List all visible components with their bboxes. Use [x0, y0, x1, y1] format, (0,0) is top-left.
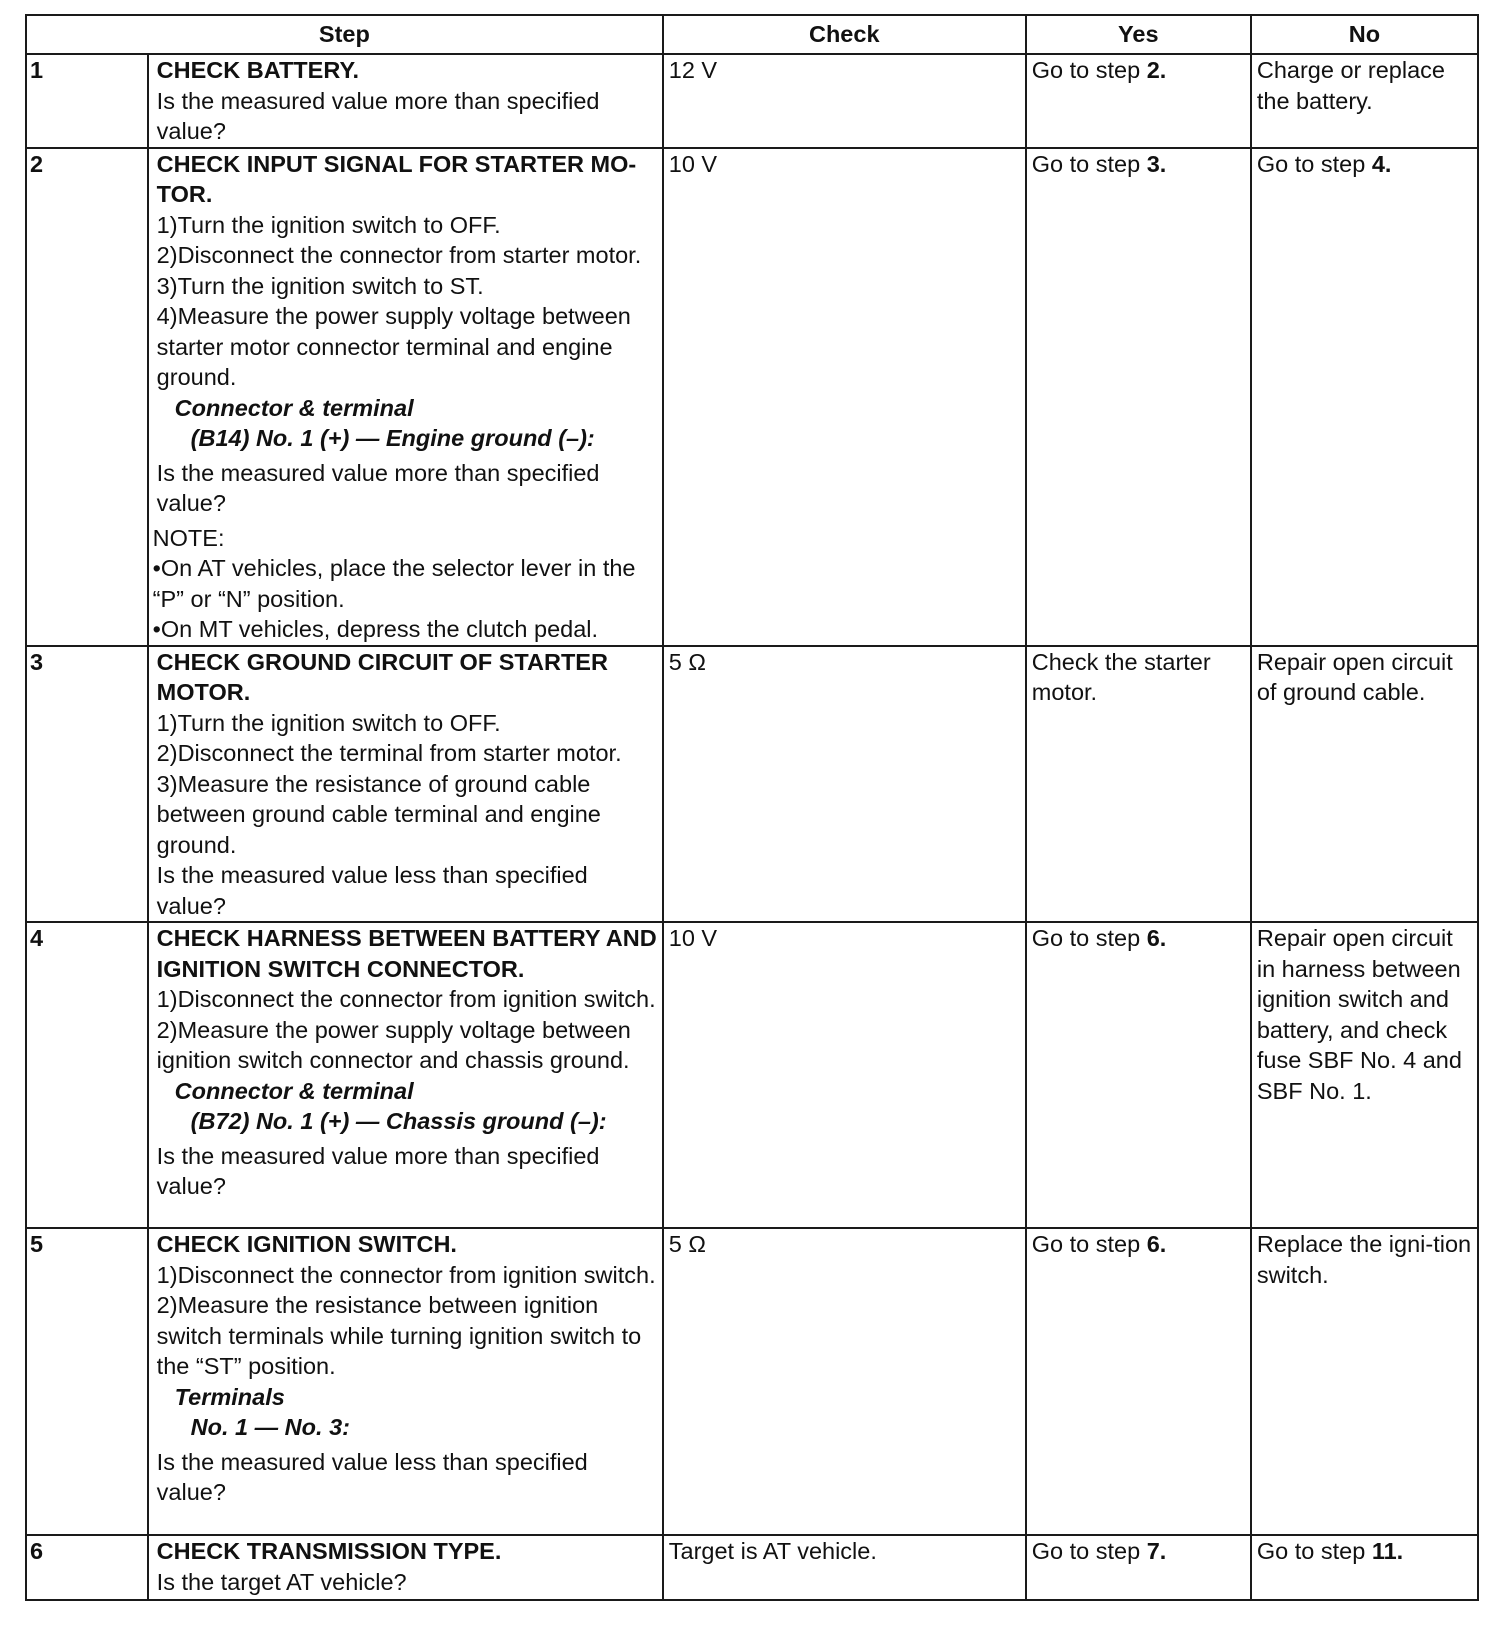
- spec-label: Connector & terminal: [174, 1077, 414, 1104]
- yes-prefix: Go to step: [1031, 925, 1141, 951]
- no-prefix: Go to step: [1256, 150, 1366, 177]
- instruction: 2)Measure the resistance between ignition switch terminals while turning ignition switch to the “ST” position.: [156, 1292, 642, 1379]
- instruction: 4)Measure the power supply voltage between starter motor connector terminal and engine ground.: [156, 303, 631, 390]
- instruction: 2)Disconnect the terminal from starter motor.: [156, 740, 622, 766]
- step-question: Is the measured value more than specified value?: [156, 459, 600, 516]
- no-target: 4.: [1371, 150, 1392, 177]
- step-description: [148, 922, 663, 1228]
- header-check: Check: [663, 15, 1026, 54]
- spec-value: No. 1 — No. 3:: [190, 1414, 350, 1440]
- no-action: Repair open circuit of ground cable.: [1251, 646, 1478, 923]
- step-number: 3: [26, 646, 148, 923]
- step-title: CHECK INPUT SIGNAL FOR STARTER MO-TOR.: [156, 150, 637, 207]
- yes-target: 3.: [1146, 150, 1167, 177]
- step-number: 2: [26, 148, 148, 646]
- no-action: [1251, 148, 1478, 646]
- spec-value: (B72) No. 1 (+) — Chassis ground (–):: [190, 1108, 607, 1134]
- step-title: CHECK TRANSMISSION TYPE.: [156, 1538, 502, 1564]
- table-row: [26, 54, 1478, 148]
- table-row: [26, 1535, 1478, 1600]
- header-step: Step: [26, 15, 663, 54]
- no-target: 11.: [1371, 1538, 1404, 1564]
- step-description: [148, 148, 663, 646]
- yes-target: 2.: [1146, 57, 1167, 83]
- step-question: Is the measured value more than specified value?: [156, 1142, 600, 1199]
- yes-target: 7.: [1146, 1538, 1167, 1564]
- spec-value: (B14) No. 1 (+) — Engine ground (–):: [190, 425, 595, 451]
- check-value: 5 Ω: [663, 1228, 1026, 1535]
- yes-prefix: Go to step: [1031, 1231, 1141, 1257]
- yes-action: Check the starter motor.: [1026, 646, 1251, 923]
- header-yes: Yes: [1026, 15, 1251, 54]
- note-item: •On MT vehicles, depress the clutch pedal.: [152, 616, 599, 642]
- step-number: 1: [26, 54, 148, 148]
- step-number: 6: [26, 1535, 148, 1600]
- note-item: •On AT vehicles, place the selector lever in the “P” or “N” position.: [152, 555, 636, 612]
- no-action: Repair open circuit in harness between ignition switch and battery, and check fuse SBF No. 4 and SBF No. 1.: [1251, 922, 1478, 1228]
- header-no: No: [1251, 15, 1478, 54]
- yes-target: 6.: [1146, 1231, 1167, 1257]
- step-question: Is the measured value more than specified value?: [156, 87, 600, 144]
- no-action: Replace the igni-tion switch.: [1251, 1228, 1478, 1535]
- yes-action: [1026, 1535, 1251, 1600]
- header-row: [26, 15, 1478, 54]
- step-title: CHECK IGNITION SWITCH.: [156, 1231, 457, 1257]
- no-prefix: Go to step: [1256, 1538, 1366, 1564]
- yes-prefix: Go to step: [1031, 1538, 1141, 1564]
- spec-label: Terminals: [174, 1383, 285, 1410]
- table-row: [26, 922, 1478, 1228]
- table-row: [26, 148, 1478, 646]
- step-description: [148, 1535, 663, 1600]
- instruction: 2)Disconnect the connector from starter motor.: [156, 242, 642, 268]
- table-row: [26, 646, 1478, 923]
- yes-target: 6.: [1146, 925, 1167, 951]
- step-question: Is the target AT vehicle?: [156, 1568, 407, 1595]
- instruction: 3)Turn the ignition switch to ST.: [156, 272, 484, 299]
- yes-prefix: Go to step: [1031, 57, 1141, 83]
- diagnostic-table: [25, 14, 1479, 1601]
- step-question: Is the measured value less than specified value?: [156, 1448, 588, 1505]
- step-number: 5: [26, 1228, 148, 1535]
- step-description: [148, 1228, 663, 1535]
- step-title: CHECK HARNESS BETWEEN BATTERY AND IGNITION SWITCH CONNECTOR.: [156, 925, 657, 982]
- check-value: 10 V: [663, 922, 1026, 1228]
- instruction: 1)Disconnect the connector from ignition switch.: [156, 1261, 656, 1288]
- no-action: Charge or replace the battery.: [1251, 54, 1478, 148]
- instruction: 2)Measure the power supply voltage between ignition switch connector and chassis ground.: [156, 1016, 631, 1073]
- yes-action: [1026, 148, 1251, 646]
- yes-action: [1026, 54, 1251, 148]
- table-row: [26, 1228, 1478, 1535]
- instruction: 3)Measure the resistance of ground cable between ground cable terminal and engine ground.: [156, 770, 601, 858]
- no-action: [1251, 1535, 1478, 1600]
- check-value: 10 V: [663, 148, 1026, 646]
- yes-action: [1026, 1228, 1251, 1535]
- note-label: NOTE:: [152, 524, 225, 551]
- step-description: [148, 646, 663, 923]
- step-description: [148, 54, 663, 148]
- yes-prefix: Go to step: [1031, 150, 1141, 177]
- step-title: CHECK BATTERY.: [156, 57, 360, 83]
- spec-label: Connector & terminal: [174, 394, 414, 421]
- step-number: 4: [26, 922, 148, 1228]
- check-value: 5 Ω: [663, 646, 1026, 923]
- instruction: 1)Disconnect the connector from ignition switch.: [156, 986, 656, 1012]
- check-value: Target is AT vehicle.: [663, 1535, 1026, 1600]
- step-title: CHECK GROUND CIRCUIT OF STARTER MOTOR.: [156, 648, 608, 705]
- instruction: 1)Turn the ignition switch to OFF.: [156, 211, 501, 238]
- check-value: 12 V: [663, 54, 1026, 148]
- yes-action: [1026, 922, 1251, 1228]
- instruction: 1)Turn the ignition switch to OFF.: [156, 709, 501, 736]
- step-question: Is the measured value less than specified value?: [156, 862, 588, 919]
